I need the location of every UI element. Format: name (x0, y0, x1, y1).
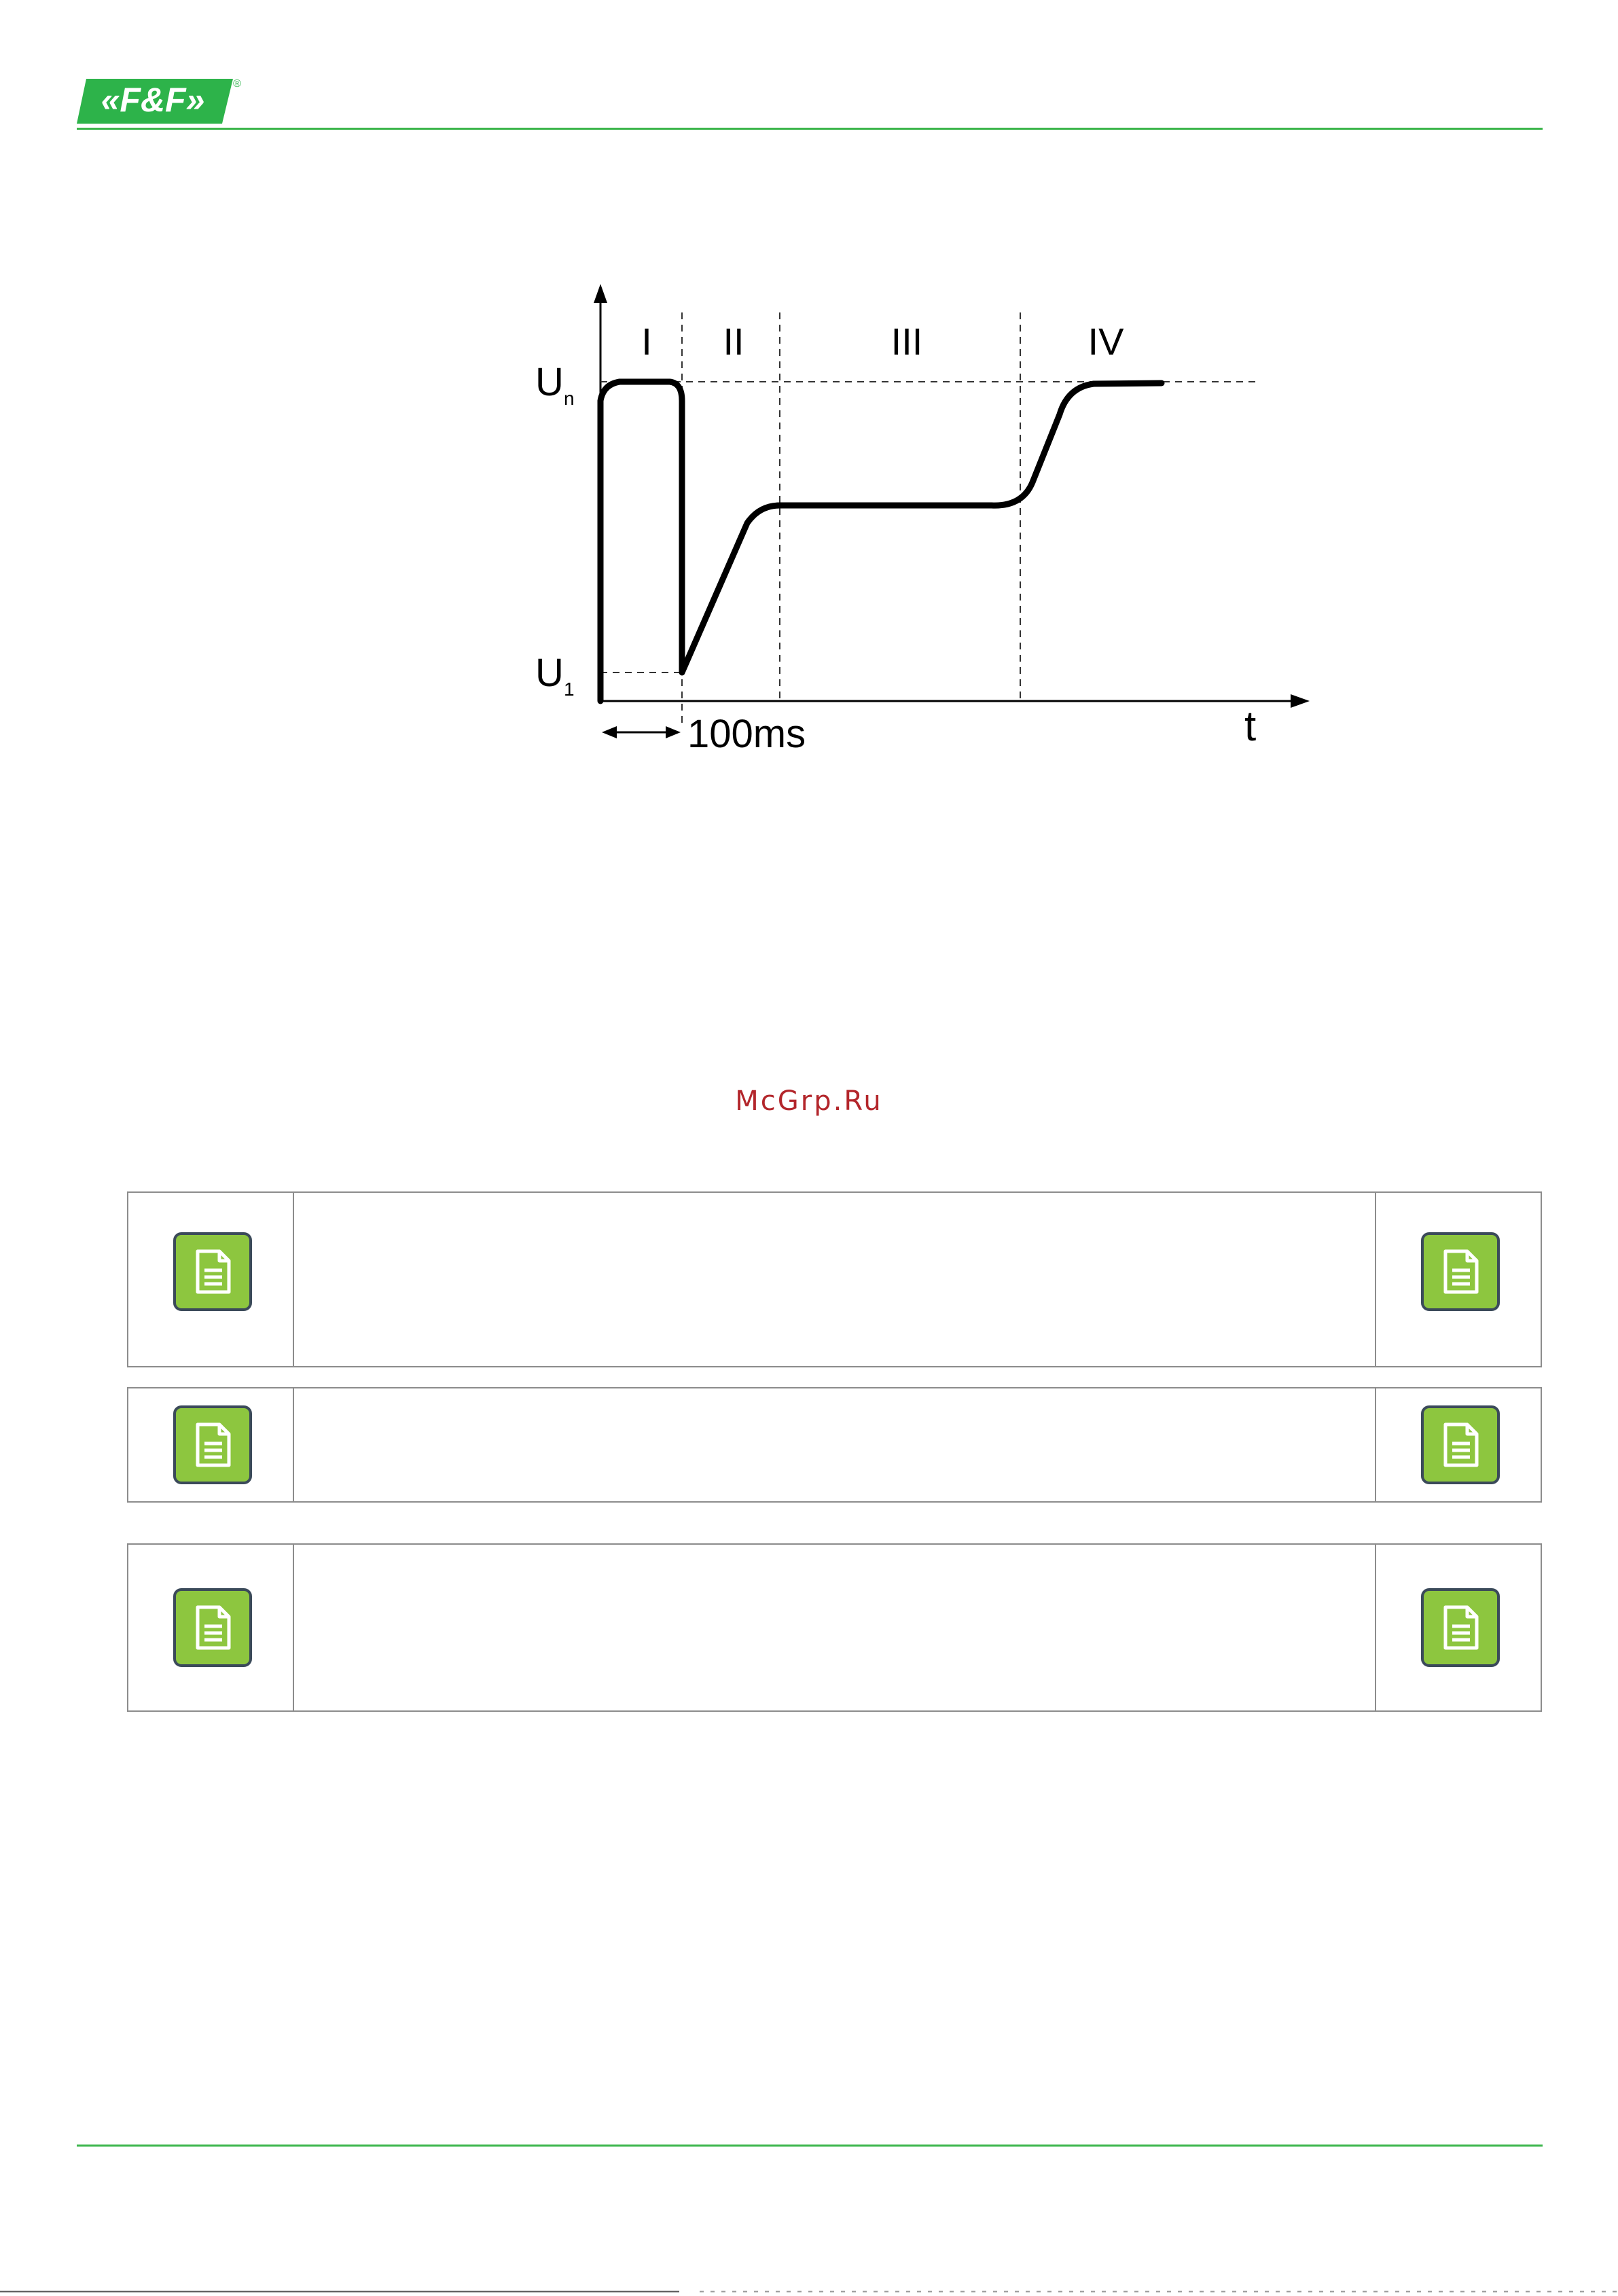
duration-arrow-right (666, 726, 681, 738)
document-icon[interactable] (1421, 1405, 1500, 1484)
document-icon[interactable] (173, 1232, 252, 1311)
note-text-cell (294, 1193, 1375, 1366)
phase-label-3: III (891, 320, 923, 363)
note-box (127, 1543, 1542, 1712)
note-icon-cell (1375, 1388, 1541, 1501)
u1-label-sub: 1 (564, 679, 575, 700)
document-icon[interactable] (173, 1588, 252, 1667)
brand-logo (77, 76, 241, 128)
x-axis-arrow (1291, 694, 1310, 708)
un-label-sub: n (564, 388, 575, 409)
note-icon-cell (128, 1545, 294, 1710)
header-divider (77, 128, 1543, 130)
note-icon-cell (1375, 1545, 1541, 1710)
voltage-time-diagram (516, 279, 1318, 768)
u1-label: U (535, 651, 564, 695)
phase-label-2: II (723, 320, 744, 363)
time-axis-label: t (1244, 703, 1257, 750)
note-text-cell (294, 1545, 1375, 1710)
duration-label: 100ms (687, 712, 806, 756)
note-icon-cell (128, 1193, 294, 1366)
y-axis-arrow (594, 284, 607, 303)
note-box (127, 1191, 1542, 1367)
document-icon[interactable] (173, 1405, 252, 1484)
document-icon[interactable] (1421, 1232, 1500, 1311)
note-icon-cell (1375, 1193, 1541, 1366)
document-icon[interactable] (1421, 1588, 1500, 1667)
duration-arrow-left (602, 726, 617, 738)
phase-label-1: I (641, 320, 652, 363)
footer-divider (77, 2145, 1543, 2147)
phase-label-4: IV (1087, 320, 1124, 363)
voltage-curve (600, 382, 1162, 701)
footer-strip (0, 2284, 1618, 2286)
note-box (127, 1387, 1542, 1503)
logo-text: «F&F» (101, 81, 205, 119)
registered-mark: ® (233, 78, 241, 90)
note-text-cell (294, 1388, 1375, 1501)
note-icon-cell (128, 1388, 294, 1501)
watermark: McGrp.Ru (735, 1086, 883, 1117)
un-label: U (535, 360, 564, 404)
